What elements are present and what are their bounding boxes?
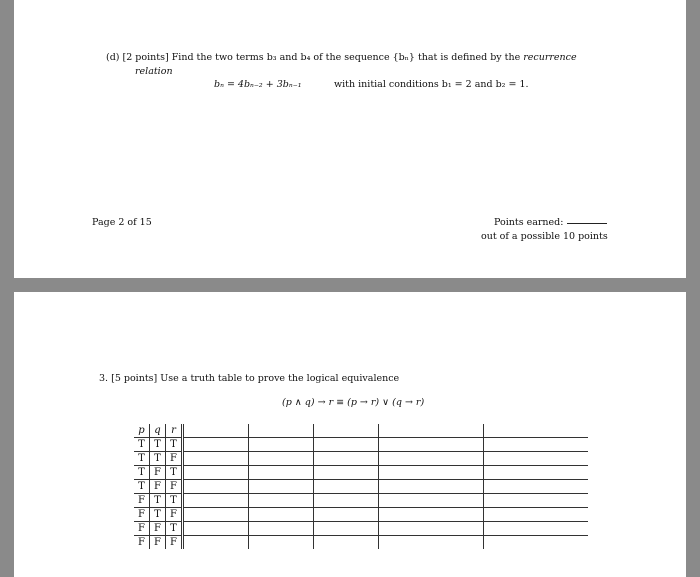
answer-cell[interactable]	[484, 522, 589, 536]
answer-cell[interactable]	[379, 536, 484, 550]
relation-word: relation	[135, 66, 173, 77]
truth-value-cell: F	[134, 536, 150, 550]
blank-col-4[interactable]	[379, 424, 484, 438]
truth-value-cell: T	[150, 494, 166, 508]
answer-cell[interactable]	[379, 522, 484, 536]
truth-value-cell: T	[134, 438, 150, 452]
truth-value-cell: T	[150, 438, 166, 452]
table-row	[134, 480, 588, 494]
truth-value-cell: T	[166, 522, 183, 536]
answer-cell[interactable]	[249, 452, 314, 466]
problem-3-label: 3.	[99, 373, 109, 384]
answer-cell[interactable]	[379, 508, 484, 522]
recurrence-word: recurrence	[523, 52, 577, 63]
answer-cell[interactable]	[183, 480, 249, 494]
truth-value-cell: T	[150, 508, 166, 522]
out-of-points: out of a possible 10 points	[481, 231, 608, 242]
answer-cell[interactable]	[249, 480, 314, 494]
answer-cell[interactable]	[183, 522, 249, 536]
initial-conditions: with initial conditions b₁ = 2 and b₂ = 1.	[334, 79, 529, 90]
points-earned-blank	[567, 222, 607, 224]
truth-value-cell: F	[134, 494, 150, 508]
truth-value-cell: T	[166, 438, 183, 452]
answer-cell[interactable]	[484, 452, 589, 466]
truth-value-cell: F	[166, 508, 183, 522]
table-row	[134, 466, 588, 480]
answer-cell[interactable]	[379, 452, 484, 466]
points-earned-label: Points earned:	[494, 217, 564, 228]
problem-3-line	[99, 374, 399, 384]
answer-cell[interactable]	[314, 438, 379, 452]
page-number: Page 2 of 15	[92, 217, 152, 228]
answer-cell[interactable]	[379, 494, 484, 508]
table-row	[134, 494, 588, 508]
truth-table	[134, 424, 588, 549]
blank-col-2[interactable]	[249, 424, 314, 438]
truth-value-cell: F	[166, 452, 183, 466]
answer-cell[interactable]	[249, 438, 314, 452]
truth-value-cell: F	[150, 536, 166, 550]
page-3-sheet	[14, 292, 686, 577]
header-q: q	[150, 424, 166, 438]
problem-3-points: [5 points]	[111, 373, 158, 384]
answer-cell[interactable]	[249, 508, 314, 522]
table-row	[134, 522, 588, 536]
recurrence-formula: bₙ = 4bₙ₋₂ + 3bₙ₋₁	[214, 79, 302, 90]
blank-col-1[interactable]	[183, 424, 249, 438]
answer-cell[interactable]	[314, 494, 379, 508]
answer-cell[interactable]	[484, 536, 589, 550]
answer-cell[interactable]	[183, 466, 249, 480]
answer-cell[interactable]	[379, 466, 484, 480]
table-row	[134, 452, 588, 466]
problem-d-text: Find the two terms b₃ and b₄ of the sequence {bₙ} that is defined by the	[171, 52, 521, 63]
truth-table-header	[134, 424, 588, 438]
header-p: p	[138, 425, 145, 436]
table-row	[134, 536, 588, 550]
blank-col-3[interactable]	[314, 424, 379, 438]
answer-cell[interactable]	[379, 438, 484, 452]
answer-cell[interactable]	[249, 522, 314, 536]
table-row	[134, 508, 588, 522]
answer-cell[interactable]	[484, 480, 589, 494]
answer-cell[interactable]	[249, 466, 314, 480]
truth-value-cell: F	[150, 522, 166, 536]
blank-col-5[interactable]	[484, 424, 589, 438]
truth-value-cell: T	[134, 480, 150, 494]
answer-cell[interactable]	[379, 480, 484, 494]
answer-cell[interactable]	[314, 452, 379, 466]
truth-value-cell: F	[134, 508, 150, 522]
logical-equivalence: (p ∧ q) → r ≡ (p → r) ∨ (q → r)	[282, 397, 425, 408]
truth-value-cell: F	[134, 522, 150, 536]
answer-cell[interactable]	[183, 536, 249, 550]
answer-cell[interactable]	[314, 466, 379, 480]
answer-cell[interactable]	[314, 480, 379, 494]
answer-cell[interactable]	[183, 508, 249, 522]
truth-value-cell: T	[134, 452, 150, 466]
answer-cell[interactable]	[314, 508, 379, 522]
page-2-sheet	[14, 0, 686, 278]
truth-value-cell: F	[166, 536, 183, 550]
answer-cell[interactable]	[249, 536, 314, 550]
problem-d-label: (d)	[106, 52, 120, 63]
table-row	[134, 438, 588, 452]
points-earned	[494, 218, 607, 228]
header-r: r	[166, 424, 183, 438]
truth-value-cell: T	[166, 466, 183, 480]
truth-value-cell: F	[150, 466, 166, 480]
answer-cell[interactable]	[484, 438, 589, 452]
problem-d-points: [2 points]	[122, 52, 169, 63]
truth-value-cell: F	[166, 480, 183, 494]
truth-value-cell: T	[166, 494, 183, 508]
answer-cell[interactable]	[314, 536, 379, 550]
truth-value-cell: F	[150, 480, 166, 494]
answer-cell[interactable]	[249, 494, 314, 508]
answer-cell[interactable]	[484, 466, 589, 480]
answer-cell[interactable]	[484, 508, 589, 522]
answer-cell[interactable]	[183, 494, 249, 508]
truth-value-cell: T	[134, 466, 150, 480]
problem-d-line1	[106, 53, 577, 63]
answer-cell[interactable]	[484, 494, 589, 508]
answer-cell[interactable]	[183, 438, 249, 452]
problem-3-text: Use a truth table to prove the logical equivalence	[160, 373, 400, 384]
truth-table-body	[134, 438, 588, 550]
answer-cell[interactable]	[314, 522, 379, 536]
answer-cell[interactable]	[183, 452, 249, 466]
truth-value-cell: T	[150, 452, 166, 466]
